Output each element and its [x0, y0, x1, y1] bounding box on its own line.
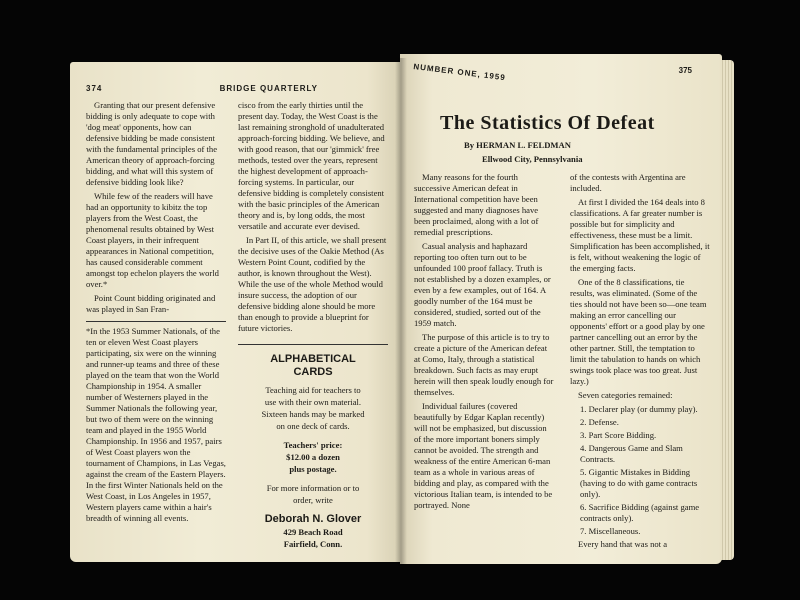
left-page — [70, 62, 400, 562]
paragraph: Point Count bidding originated and was played in San Fran- — [86, 293, 216, 314]
paragraph: cisco from the early thirties until the present day. Today, the West Coast is the last remaining stronghold of unadulterated approach-forcing bidding. We believe, and with good reason, that our 'gimmick' free methods, tested over the years, represent the highest development of approach-forcing systems. In particular, our defensive bidding is completely consistent with the basic principles of the American theory and is, by long odds, the most versatile and accurate ever devised. — [238, 100, 385, 231]
ad-title-line: CARDS — [293, 366, 333, 378]
ad-address: 429 Beach Road — [283, 527, 343, 537]
journal-title: BRIDGE QUARTERLY — [219, 84, 318, 93]
ad-price: plus postage. — [289, 464, 337, 474]
left-page-number: 374 — [86, 84, 103, 93]
page-edges — [720, 60, 734, 560]
paragraph: One of the 8 classifications, tie results, was eliminated. (Some of the ties should not have been so—one team making an error cancelling our opponents' effort or a good play by one partner cancelling out an error by the other partner. Still, the temptation to limit the tabulation to hands on which swings took place was too great. Just lazy.) — [570, 277, 707, 386]
paragraph: Many reasons for the fourth successive American defeat in International competition have been suggested and many diagnoses have been proclaimed, along with a lot of remedial prescriptions. — [414, 172, 539, 237]
list-item: 7. Miscellaneous. — [580, 526, 641, 536]
ad-address: Fairfield, Conn. — [283, 539, 343, 549]
right-column-2 — [570, 172, 710, 553]
left-column-2 — [238, 100, 388, 551]
open-book — [70, 54, 730, 572]
ad-title — [238, 353, 388, 379]
list-item: 4. Dangerous Game and Slam Contracts. — [580, 443, 683, 464]
list-item: 6. Sacrifice Bidding (against game contracts only). — [580, 502, 700, 523]
article-byline: By HERMAN L. FELDMAN — [464, 140, 571, 150]
list-item: 1. Declarer play (or dummy play). — [580, 404, 698, 414]
footnote — [86, 321, 226, 524]
article-title: The Statistics Of Defeat — [440, 112, 655, 134]
paragraph: At first I divided the 164 deals into 8 classifications. A far greater number is possible but for simplicity and effectiveness, these must be a limit. Simplification has been accomplished, it is felt, without weakening the logic of the emerging facts. — [570, 197, 710, 273]
ad-text: Sixteen hands may be marked — [261, 409, 365, 419]
book-gutter — [395, 58, 407, 566]
ad-text: on one deck of cards. — [276, 421, 350, 431]
right-running-head — [413, 62, 702, 106]
ad-contact-name: Deborah N. Glover — [264, 513, 362, 525]
paragraph: Granting that our present defensive bidding is only adequate to cope with 'dog meat' opponents, how can defensive bidding be made consistent with the fundamental principles of the American theory of approach-forcing bidding, and what will this system of defensive bidding look like? — [86, 100, 218, 187]
left-column-1 — [86, 100, 226, 527]
advertisement — [238, 344, 388, 550]
paragraph: Seven categories remained: — [578, 390, 673, 400]
author-location: Ellwood City, Pennsylvania — [482, 154, 583, 164]
right-page — [400, 54, 722, 564]
right-page-number: 375 — [678, 66, 692, 75]
paragraph: While few of the readers will have had an opportunity to kibitz the top players from the West Coast, the phenomenal results obtained by West Coast players, in their infrequent appearances in National competition, has caused considerable comment amongst top echelon players the world over.* — [86, 191, 219, 289]
ad-title-line: ALPHABETICAL — [270, 353, 356, 365]
left-running-head — [86, 84, 388, 93]
right-column-1 — [414, 172, 554, 514]
category-list — [570, 404, 710, 537]
ad-text: For more information or to — [266, 483, 360, 493]
paragraph: The purpose of this article is to try to create a picture of the American defeat at Como, Italy, through a statistical breakdown. Such facts as may erupt herein will then speak loudly enough for themselves. — [414, 332, 554, 397]
paragraph: Every hand that was not a — [578, 539, 668, 549]
list-item: 2. Defense. — [580, 417, 619, 427]
list-item: 5. Gigantic Mistakes in Bidding (having to do with game contracts only). — [580, 467, 698, 499]
ad-text: use with their own material. — [264, 397, 362, 407]
paragraph: Individual failures (covered beautifully by Edgar Kaplan recently) will not be emphasized, but discussion of the more important boners simply cannot be avoided. The strength and weakness of the entire American 6-man team as a whole in various areas of bidding and play, as compared with the victorious Italian team, is intended to be portrayed. None — [414, 401, 553, 510]
list-item: 3. Part Score Bidding. — [580, 430, 657, 440]
ad-price: $12.00 a dozen — [286, 452, 340, 462]
paragraph: Casual analysis and haphazard reporting too often turn out to be unfounded 100 proof fallacy. Truth is not established by a dozen examples, or even by a few examples, out of 164. A goodly number of the 164 must be considered, studied, sorted out of the 1959 match. — [414, 241, 551, 328]
ad-text: order, write — [293, 495, 333, 505]
issue-label: NUMBER ONE, 1959 — [412, 62, 507, 83]
ad-price: Teachers' price: — [283, 440, 343, 450]
ad-text: Teaching aid for teachers to — [265, 385, 361, 395]
footnote-text: *In the 1953 Summer Nationals, of the ten or eleven West Coast players participating, six were on the winning and runner-up teams and three of these played on the team that won the World Championship in 1954. A smaller number of Westerners played in the Summer Nationals the following year, but two of them were on the winning team and played in the 1955 World Championship. In 1956 and 1957, pairs of West Coast players won the tournament of Champions, in Las Vegas, against the cream of the Eastern Players. In the first Winter Nationals held on the West Coast, in Los Angeles in 1957, Western players came within a hair's breadth of winning all events. — [86, 326, 226, 523]
paragraph: In Part II, of this article, we shall present the decisive uses of the Oakie Method (As Western Point Count, codified by the author, is known throughout the West). While the use of the whole Method would insure success, the adoption of our defensive bidding alone should be more than enough to provide a blueprint for future victories. — [238, 235, 387, 333]
paragraph: of the contests with Argentina are included. — [570, 172, 686, 193]
